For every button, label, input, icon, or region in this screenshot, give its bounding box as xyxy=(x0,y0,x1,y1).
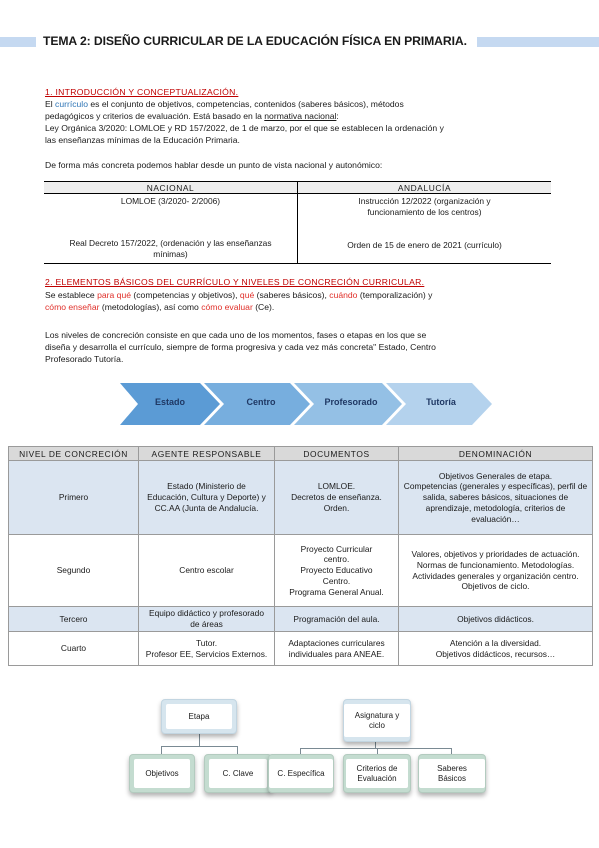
diagram-node-saberes-basicos: Saberes Básicos xyxy=(418,754,486,793)
table1-cell: Instrucción 12/2022 (organización y funcionamiento de los centros) xyxy=(298,194,552,238)
table2-cell: Tercero xyxy=(9,607,139,632)
table2-cell: Programación del aula. xyxy=(275,607,399,632)
table2-cell: Atención a la diversidad. Objetivos didácticos, recursos… xyxy=(399,632,593,666)
table2-cell: LOMLOE. Decretos de enseñanza. Orden. xyxy=(275,461,399,535)
curriculo-term: currículo xyxy=(55,99,88,109)
normativa-term: normativa nacional xyxy=(264,111,337,121)
como-ensenar-term: cómo enseñar xyxy=(45,302,100,312)
chevron-label-centro: Centro xyxy=(246,397,276,407)
table2-cell: Estado (Ministerio de Educación, Cultura y Deporte) y CC.AA (Junta de Andalucía. xyxy=(139,461,275,535)
cuando-term: cuándo xyxy=(329,290,358,300)
table2-header-documentos: DOCUMENTOS xyxy=(275,447,399,461)
diagram-node-etapa: Etapa xyxy=(161,699,237,734)
table2-cell: Adaptaciones curriculares individuales para ANEAE. xyxy=(275,632,399,666)
como-evaluar-term: cómo evaluar xyxy=(201,302,253,312)
table-row xyxy=(9,535,593,607)
title-decor-left xyxy=(0,37,36,47)
table1-cell: LOMLOE (3/2020- 2/2006) xyxy=(120,196,221,206)
table-row xyxy=(9,461,593,535)
table1-cell: Real Decreto 157/2022, (ordenación y las enseñanzas mínimas) xyxy=(44,238,298,264)
table-row xyxy=(9,632,593,666)
section1-paragraph-line3: Ley Orgánica 3/2020: LOMLOE y RD 157/2022, de 1 de marzo, por el que se establecen la ordenación y xyxy=(45,123,444,133)
diagram-node-criterios-evaluacion: Criterios de Evaluación xyxy=(343,754,411,793)
table2-cell: Objetivos Generales de etapa. Competencias (generales y específicas), perfil de salida, saberes básicos, situaciones de aprendizaje, metodología, criterios de evaluación… xyxy=(399,461,593,535)
diagram-node-c-clave: C. Clave xyxy=(204,754,272,793)
section1-paragraph-line2: pedagógicos y criterios de evaluación. Está basado en la normativa nacional: xyxy=(45,111,339,121)
diagram-node-c-especifica: C. Específica xyxy=(268,754,334,793)
table2-cell: Equipo didáctico y profesorado de áreas xyxy=(139,607,275,632)
chevron-label-estado: Estado xyxy=(154,397,185,407)
que-term: qué xyxy=(239,290,255,300)
table2-header-denominacion: DENOMINACIÓN xyxy=(399,447,593,461)
title-decor-right xyxy=(477,37,599,47)
section2-paragraph-line1: Los niveles de concreción consiste en que cada uno de los momentos, fases o etapas en los que se xyxy=(45,330,427,340)
section2-paragraph-line3: Profesorado Tutoría. xyxy=(45,354,124,364)
chevron-label-profesorado: Profesorado xyxy=(324,397,378,407)
table2-cell: Centro escolar xyxy=(139,535,275,607)
table2-header-agente: AGENTE RESPONSABLE xyxy=(139,447,275,461)
table2-header-nivel: NIVEL DE CONCRECIÓN xyxy=(9,447,139,461)
section1-paragraph-line1: El currículo es el conjunto de objetivos, competencias, contenidos (saberes básicos), métodos xyxy=(45,99,404,109)
table2-cell: Valores, objetivos y prioridades de actuación. Normas de funcionamiento. Metodologías. Actividades generales y organización centro. Objetivos de ciclo. xyxy=(399,535,593,607)
table1-header-andalucia: ANDALUCÍA xyxy=(298,182,552,194)
section2-elements-line1: Se establece para qué (competencias y objetivos), qué (saberes básicos), cuándo (temporalización) y xyxy=(45,290,433,300)
page-title: TEMA 2: DISEÑO CURRICULAR DE LA EDUCACIÓN FÍSICA EN PRIMARIA. xyxy=(43,34,467,48)
section2-paragraph-line2: diseña y desarrolla el currículo, siempre de forma progresiva y cada vez más concreta" Estado, Centro xyxy=(45,342,436,352)
table1-header-nacional: NACIONAL xyxy=(44,182,298,194)
diagram-node-objetivos: Objetivos xyxy=(129,754,195,793)
para-que-term: para qué xyxy=(97,290,132,300)
table2-cell: Segundo xyxy=(9,535,139,607)
table-row xyxy=(9,607,593,632)
concretion-levels-table xyxy=(8,446,593,666)
table2-cell: Tutor. Profesor EE, Servicios Externos. xyxy=(139,632,275,666)
section1-heading: 1. INTRODUCCIÓN Y CONCEPTUALIZACIÓN. xyxy=(45,87,239,97)
chevron-label-tutoria: Tutoría xyxy=(426,397,456,407)
section2-elements-line2: cómo enseñar (metodologías), así como cómo evaluar (Ce). xyxy=(45,302,275,312)
table1-cell: Orden de 15 de enero de 2021 (currículo) xyxy=(298,238,552,264)
table2-cell: Cuarto xyxy=(9,632,139,666)
section1-paragraph-line4: las enseñanzas mínimas de la Educación Primaria. xyxy=(45,135,240,145)
section1-paragraph-line5: De forma más concreta podemos hablar desde un punto de vista nacional y autonómico: xyxy=(45,160,383,170)
diagram-node-asignatura-ciclo: Asignatura y ciclo xyxy=(343,699,411,742)
section2-heading: 2. ELEMENTOS BÁSICOS DEL CURRÍCULO Y NIVELES DE CONCRECIÓN CURRICULAR. xyxy=(45,277,425,287)
table2-cell: Primero xyxy=(9,461,139,535)
legislation-table xyxy=(44,181,551,264)
table2-cell: Objetivos didácticos. xyxy=(399,607,593,632)
table2-cell: Proyecto Curricular centro. Proyecto Educativo Centro. Programa General Anual. xyxy=(275,535,399,607)
